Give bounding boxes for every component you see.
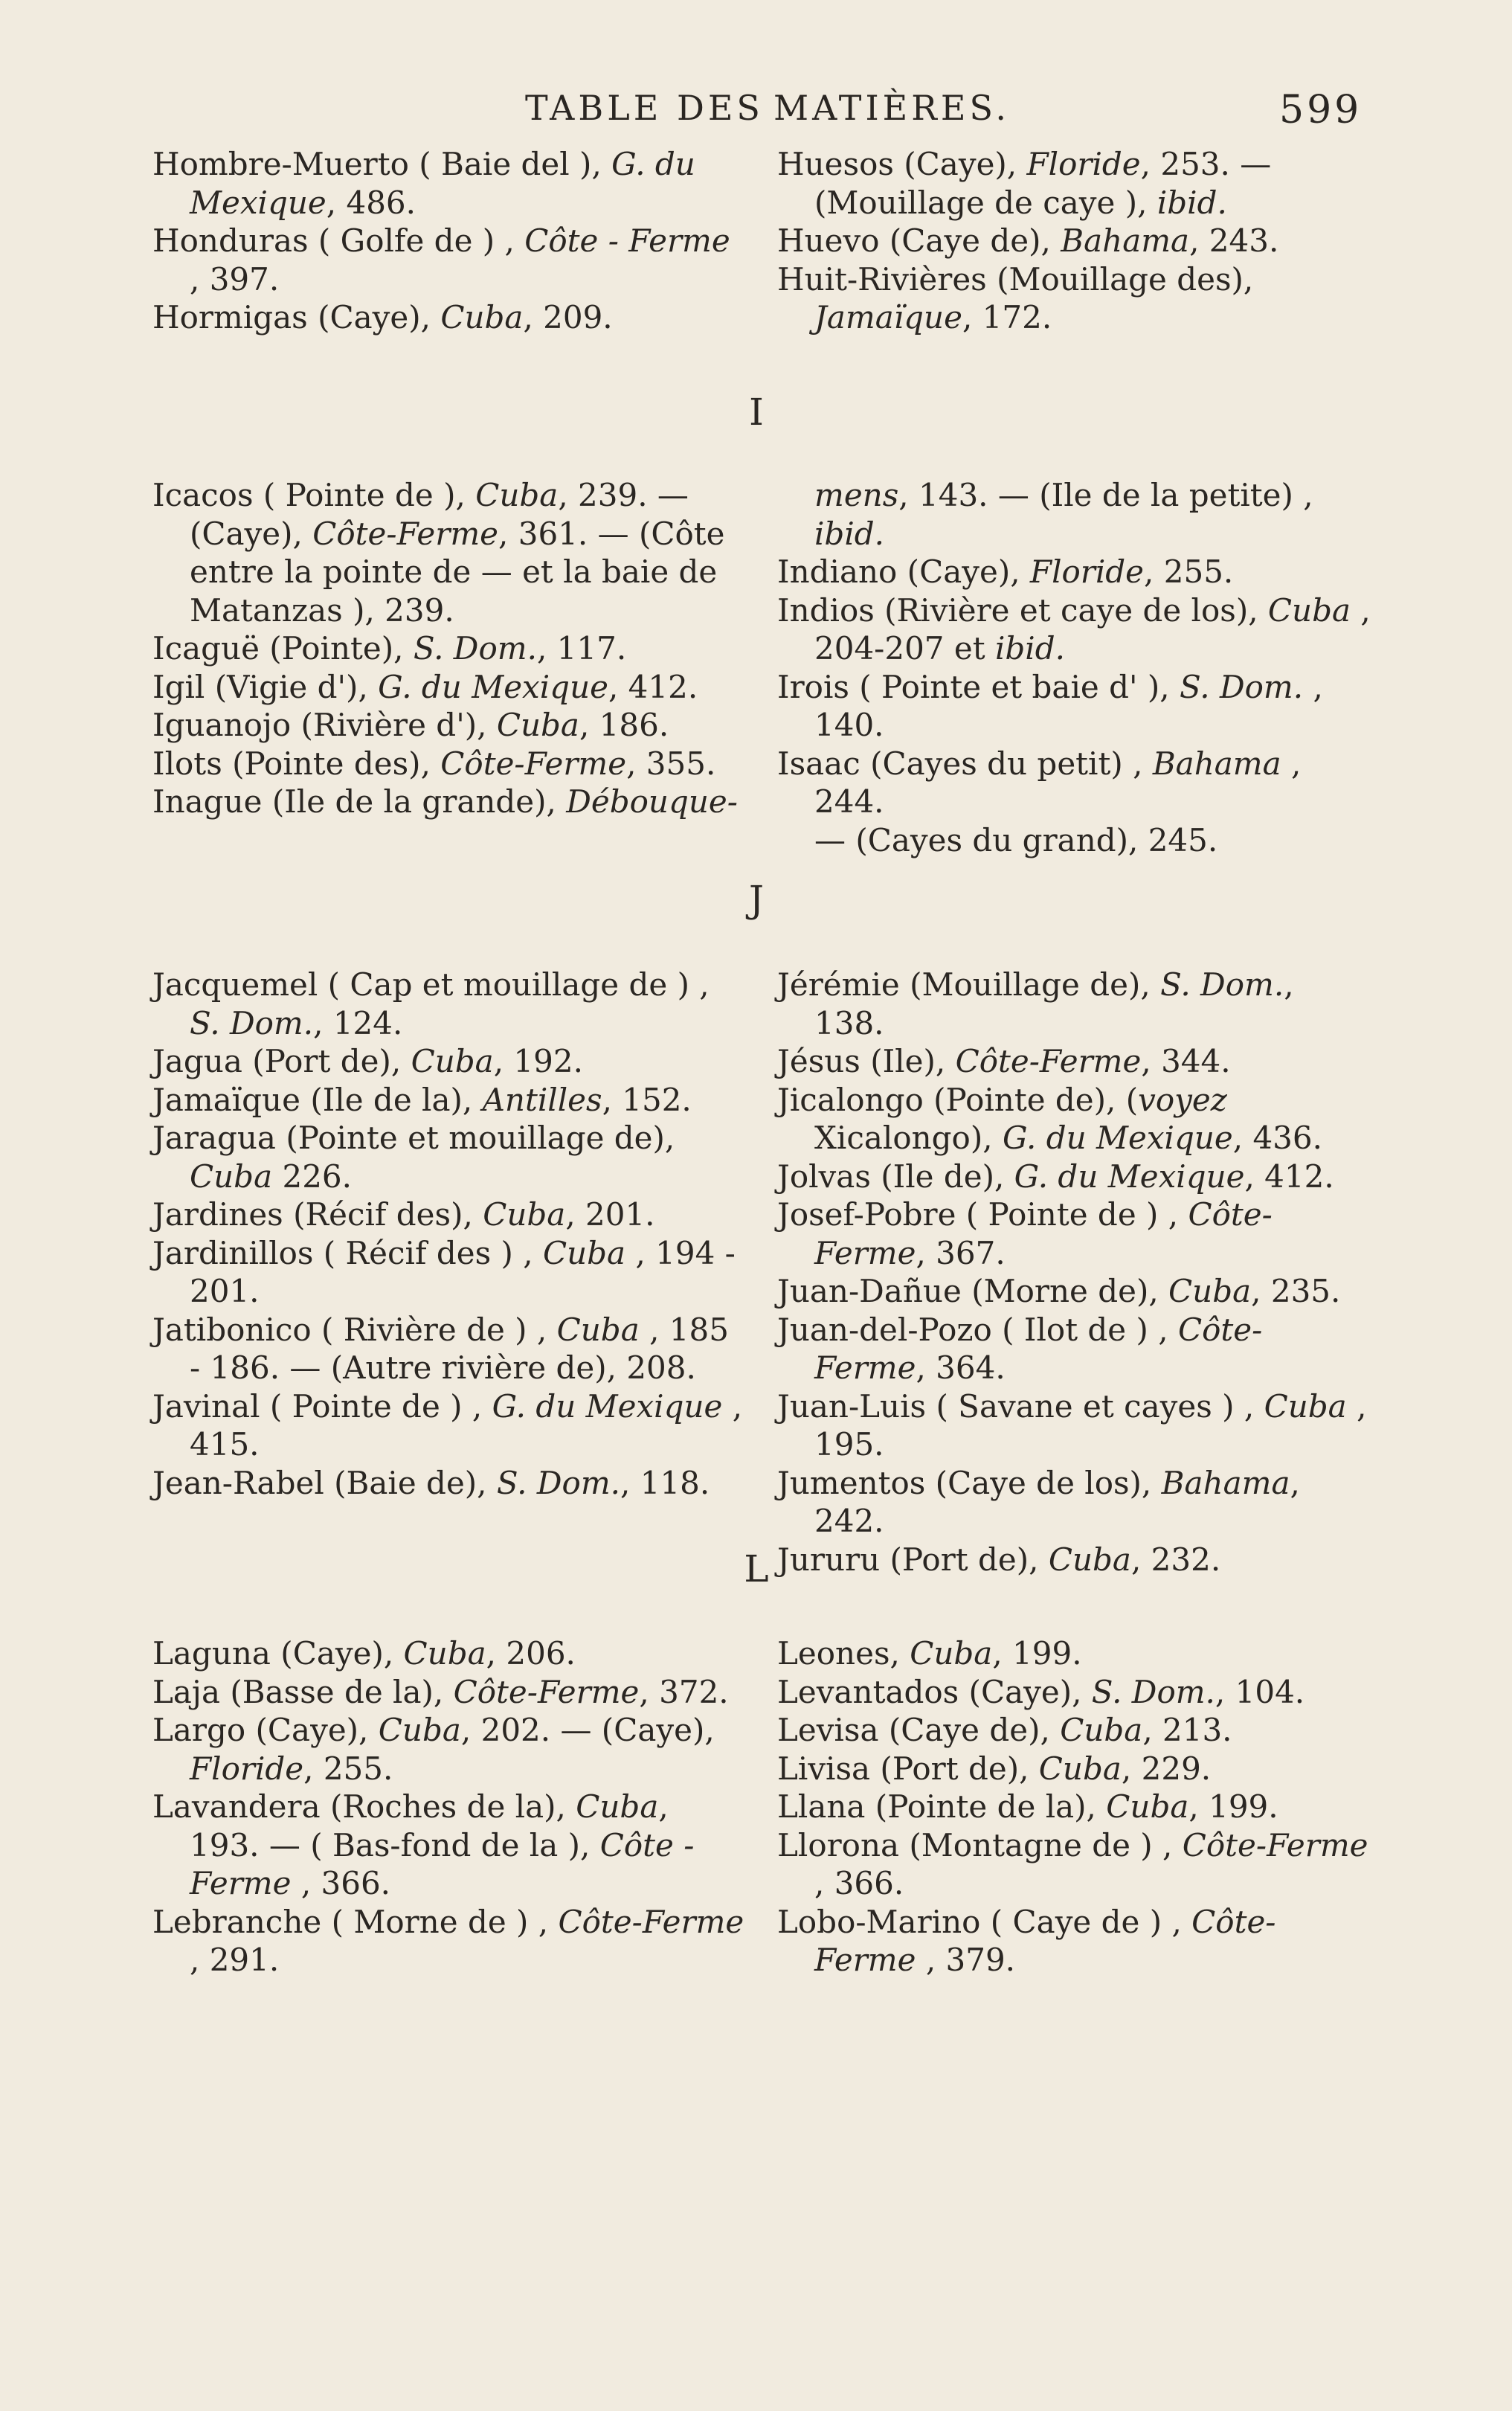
index-entry <box>152 222 747 298</box>
entry-location: Cuba <box>542 1234 626 1271</box>
entry-text: , 244. <box>814 745 1302 820</box>
entry-location: S. Dom. <box>1179 668 1304 705</box>
entry-text: , 206. <box>486 1635 576 1672</box>
running-header-right: MATIÈRES. <box>773 88 1010 128</box>
entry-location: Antilles <box>482 1081 602 1118</box>
entry-location: Côte-Ferme <box>453 1673 640 1710</box>
entry-text: Lebranche ( Morne de ) , <box>152 1903 559 1940</box>
running-header-left: TABLE DES <box>525 88 764 128</box>
index-entry <box>777 1387 1372 1464</box>
entry-text: Juan-del-Pozo ( Ilot de ) , <box>777 1311 1178 1348</box>
top-left-column <box>152 145 747 337</box>
index-entry <box>777 1464 1372 1541</box>
entry-text: , 372. <box>639 1673 729 1710</box>
entry-location: Bahama <box>1061 222 1190 259</box>
entry-location: mens <box>814 477 899 513</box>
entry-location: Cuba <box>910 1635 993 1672</box>
index-entry <box>777 1311 1372 1387</box>
entry-text: Jacquemel ( Cap et mouillage de ) , <box>152 966 710 1003</box>
entry-text: Javinal ( Pointe de ) , <box>152 1387 492 1425</box>
section-letter-l: L <box>744 1547 769 1590</box>
entry-text: Llorona (Montagne de ) , <box>777 1826 1183 1863</box>
entry-text: Jean-Rabel (Baie de), <box>152 1464 497 1501</box>
entry-location: Cuba <box>1106 1788 1189 1825</box>
entry-text: , 192. <box>493 1043 583 1079</box>
entry-location: Cuba <box>475 477 559 513</box>
entry-text: , 138. <box>814 966 1294 1041</box>
index-entry <box>777 553 1372 591</box>
section-l-left-column <box>152 1634 747 1980</box>
entry-location: ibid. <box>1156 184 1227 221</box>
index-entry <box>777 1903 1372 1980</box>
entry-text: — (Cayes du grand), 245. <box>814 821 1218 858</box>
entry-location: S. Dom. <box>413 630 537 667</box>
entry-text: , 209. <box>523 299 613 336</box>
entry-text: , 235. <box>1251 1273 1341 1309</box>
entry-text: Jagua (Port de), <box>152 1043 411 1079</box>
entry-location: Cuba <box>1038 1750 1122 1787</box>
section-l-right-column <box>777 1634 1372 1980</box>
entry-location: Cuba <box>576 1788 659 1825</box>
entry-text: Isaac (Cayes du petit) , <box>777 745 1153 782</box>
entry-text: , 186. <box>579 707 669 743</box>
entry-text: Honduras ( Golfe de ) , <box>152 222 525 259</box>
entry-text: , 364. <box>916 1349 1006 1386</box>
entry-text: , 118. <box>620 1464 710 1501</box>
entry-text: Leones, <box>777 1635 910 1672</box>
index-entry <box>152 1119 747 1195</box>
entry-text: Indios (Rivière et caye de los), <box>777 591 1268 629</box>
index-entry <box>777 222 1372 260</box>
index-entry <box>777 1195 1372 1272</box>
entry-location: Cuba <box>1264 1387 1347 1425</box>
entry-text: Jamaïque (Ile de la), <box>152 1081 483 1118</box>
entry-text: , 199. <box>1188 1788 1278 1825</box>
entry-text: Jaragua (Pointe et mouillage de), <box>152 1120 675 1156</box>
entry-location: S. Dom. <box>1091 1673 1215 1710</box>
index-entry <box>152 1042 747 1081</box>
index-entry <box>777 145 1372 222</box>
entry-location: ibid. <box>814 515 884 552</box>
entry-location: G. du Mexique <box>190 146 695 221</box>
entry-location: Cuba <box>190 1158 273 1195</box>
entry-location: Cuba <box>556 1311 640 1348</box>
entry-text: , 140. <box>814 668 1323 743</box>
entry-location: voyez <box>1138 1081 1227 1118</box>
entry-location: Cuba <box>1048 1541 1131 1578</box>
entry-text: , 152. <box>602 1081 692 1118</box>
entry-text: , 229. <box>1121 1750 1212 1787</box>
entry-text: Huesos (Caye), <box>777 146 1027 182</box>
entry-location: G. du Mexique <box>378 668 608 705</box>
entry-text: Ilots (Pointe des), <box>152 745 441 782</box>
index-entry <box>152 668 747 707</box>
entry-text: , 291. <box>190 1942 280 1978</box>
entry-text: Huit-Rivières (Mouillage des), <box>777 260 1254 298</box>
entry-text: , 397. <box>190 260 280 298</box>
entry-text: Jicalongo (Pointe de), ( <box>777 1081 1139 1118</box>
entry-text: Icacos ( Pointe de ), <box>152 477 476 513</box>
entry-text: , 415. <box>190 1387 743 1463</box>
index-entry <box>152 629 747 668</box>
entry-location: Cuba <box>403 1635 486 1672</box>
index-entry <box>777 1750 1372 1788</box>
entry-location: Côte-Ferme <box>440 745 627 782</box>
entry-text: , 253. — (Mouillage de caye ), <box>814 146 1272 221</box>
entry-text: 226. <box>272 1158 352 1195</box>
index-entry <box>777 966 1372 1042</box>
index-entry <box>152 1234 747 1311</box>
index-entry <box>777 1634 1372 1673</box>
index-entry <box>152 706 747 745</box>
entry-text: , 193. — ( Bas-fond de la ), <box>190 1788 669 1863</box>
entry-location: Cuba <box>1168 1273 1252 1309</box>
entry-text: Juan-Dañue (Morne de), <box>777 1273 1169 1309</box>
entry-text: Josef-Pobre ( Pointe de ) , <box>777 1196 1188 1233</box>
entry-text: , 436. <box>1232 1120 1322 1156</box>
entry-location: Floride <box>1026 146 1141 182</box>
entry-text: , 243. <box>1189 222 1279 259</box>
entry-location: Jamaïque <box>814 299 962 336</box>
entry-location: Côte-Ferme <box>955 1043 1142 1079</box>
entry-location: Floride <box>1029 553 1145 590</box>
entry-text: , 143. — (Ile de la petite) , <box>898 477 1313 513</box>
index-entry <box>152 745 747 783</box>
index-entry <box>152 298 747 337</box>
entry-location: Cuba <box>378 1712 461 1748</box>
entry-location: S. Dom. <box>496 1464 621 1501</box>
entry-text: , 242. <box>814 1464 1300 1539</box>
entry-location: G. du Mexique <box>1002 1120 1233 1156</box>
entry-location: Débouque- <box>566 783 738 820</box>
entry-text: Hormigas (Caye), <box>152 299 441 336</box>
entry-text: , 124. <box>313 1004 403 1041</box>
index-entry <box>777 1673 1372 1712</box>
entry-location: Côte-Ferme <box>814 1196 1273 1271</box>
entry-text: Llana (Pointe de la), <box>777 1788 1107 1825</box>
entry-text: , 366. <box>814 1865 904 1901</box>
entry-text: Lavandera (Roches de la), <box>152 1788 576 1825</box>
entry-text: Jumentos (Caye de los), <box>777 1464 1162 1501</box>
index-entry <box>777 1158 1372 1196</box>
entry-location: Cuba <box>483 1196 566 1233</box>
entry-location: ibid. <box>994 630 1065 667</box>
entry-text: , 199. <box>992 1635 1082 1672</box>
index-entry <box>152 1903 747 1980</box>
entry-text: , 185 - 186. — (Autre rivière de), 208. <box>190 1311 729 1386</box>
entry-location: S. Dom. <box>190 1004 314 1041</box>
entry-text: Iguanojo (Rivière d'), <box>152 707 497 743</box>
entry-location: Côte-Ferme <box>312 515 499 552</box>
index-entry <box>152 476 747 629</box>
entry-text: Igil (Vigie d'), <box>152 668 379 705</box>
index-entry <box>152 1673 747 1712</box>
entry-text: Jururu (Port de), <box>777 1541 1049 1578</box>
entry-text: Jérémie (Mouillage de), <box>777 966 1161 1003</box>
entry-location: Côte-Ferme <box>1182 1826 1368 1863</box>
section-i-right-column <box>777 476 1372 859</box>
entry-text: , 379. <box>916 1942 1016 1978</box>
entry-location: Cuba <box>411 1043 494 1079</box>
entry-location: Cuba <box>496 707 579 743</box>
entry-text: Largo (Caye), <box>152 1712 379 1748</box>
index-entry <box>152 1634 747 1673</box>
entry-location: G. du Mexique <box>1014 1158 1245 1195</box>
entry-text: , 204-207 et <box>814 591 1371 667</box>
entry-text: , 104. <box>1215 1673 1305 1710</box>
entry-location: Cuba <box>1060 1712 1143 1748</box>
section-i-left-column <box>152 476 747 821</box>
entry-text: , 117. <box>536 630 627 667</box>
entry-location: Côte-Ferme <box>558 1903 744 1940</box>
index-entry <box>152 1081 747 1120</box>
entry-text: Huevo (Caye de), <box>777 222 1061 259</box>
entry-location: Côte - Ferme <box>524 222 730 259</box>
entry-text: , 172. <box>962 299 1052 336</box>
entry-text: Jardines (Récif des), <box>152 1196 483 1233</box>
index-entry <box>152 783 747 821</box>
entry-text: , 213. <box>1142 1712 1232 1748</box>
section-j-right-column <box>777 966 1372 1579</box>
index-entry <box>152 966 747 1042</box>
entry-text: , 344. <box>1141 1043 1231 1079</box>
entry-text: , 366. <box>291 1865 391 1901</box>
index-entry <box>777 260 1372 337</box>
entry-text: Laja (Basse de la), <box>152 1673 454 1710</box>
section-letter-i: I <box>749 391 764 434</box>
index-entry <box>777 1272 1372 1311</box>
entry-text: Laguna (Caye), <box>152 1635 404 1672</box>
index-entry <box>777 745 1372 821</box>
index-entry <box>152 1788 747 1903</box>
entry-text: Jésus (Ile), <box>777 1043 956 1079</box>
entry-text: Icaguë (Pointe), <box>152 630 414 667</box>
entry-location: Côte-Ferme <box>814 1903 1276 1978</box>
entry-text: , 255. <box>303 1750 393 1787</box>
page-number: 599 <box>1279 88 1363 132</box>
entry-text: , 355. <box>626 745 716 782</box>
entry-text: Livisa (Port de), <box>777 1750 1039 1787</box>
entry-location: S. Dom. <box>1160 966 1284 1003</box>
entry-text: Jardinillos ( Récif des ) , <box>152 1234 543 1271</box>
entry-text: Jolvas (Ile de), <box>777 1158 1014 1195</box>
entry-text: , 367. <box>916 1234 1006 1271</box>
entry-text: Hombre-Muerto ( Baie del ), <box>152 146 612 182</box>
entry-text: , 239. — (Caye), <box>190 477 689 552</box>
index-entry <box>152 1387 747 1464</box>
entry-text: , 201. <box>565 1196 655 1233</box>
index-entry <box>777 1711 1372 1750</box>
section-letter-j: J <box>748 878 765 921</box>
index-entry <box>152 145 747 222</box>
entry-location: Bahama <box>1152 745 1281 782</box>
entry-location: Cuba <box>1267 591 1351 629</box>
entry-text: , 232. <box>1130 1541 1221 1578</box>
index-entry <box>777 668 1372 745</box>
entry-location: G. du Mexique <box>492 1387 723 1425</box>
index-entry <box>777 1081 1372 1158</box>
entry-text: , 255. <box>1144 553 1234 590</box>
index-entry <box>152 1195 747 1234</box>
index-entry <box>152 1464 747 1503</box>
top-right-column <box>777 145 1372 337</box>
index-entry <box>777 1042 1372 1081</box>
index-entry <box>777 1826 1372 1903</box>
entry-text: Juan-Luis ( Savane et cayes ) , <box>777 1387 1264 1425</box>
entry-text: , 412. <box>608 668 698 705</box>
entry-text: Xicalongo), <box>814 1120 1003 1156</box>
entry-text: Indiano (Caye), <box>777 553 1030 590</box>
entry-text: Levantados (Caye), <box>777 1673 1092 1710</box>
entry-text: , 361. — (Côte entre la pointe de — et la baie de Matanzas ), 239. <box>190 515 725 629</box>
entry-text: , 195. <box>814 1387 1367 1463</box>
index-entry <box>152 1311 747 1387</box>
index-entry <box>777 821 1372 860</box>
entry-location: Floride <box>190 1750 304 1787</box>
entry-location: Cuba <box>440 299 524 336</box>
section-j-left-column <box>152 966 747 1502</box>
entry-text: Irois ( Pointe et baie d' ), <box>777 668 1180 705</box>
entry-text: , 194 - 201. <box>190 1234 736 1309</box>
entry-location: Côte - Ferme <box>190 1826 695 1901</box>
entry-text: Lobo-Marino ( Caye de ) , <box>777 1903 1192 1940</box>
entry-text: , 486. <box>326 184 416 221</box>
entry-location: Bahama <box>1161 1464 1290 1501</box>
entry-text: , 202. — (Caye), <box>460 1712 715 1748</box>
index-entry <box>777 1788 1372 1826</box>
entry-text: Inague (Ile de la grande), <box>152 783 567 820</box>
entry-text: , 412. <box>1244 1158 1334 1195</box>
entry-text: Jatibonico ( Rivière de ) , <box>152 1311 557 1348</box>
index-entry <box>777 476 1372 553</box>
entry-text: Levisa (Caye de), <box>777 1712 1061 1748</box>
index-entry <box>777 1541 1372 1579</box>
entry-location: Côte-Ferme <box>814 1311 1263 1386</box>
index-entry <box>152 1711 747 1788</box>
index-entry <box>777 591 1372 668</box>
